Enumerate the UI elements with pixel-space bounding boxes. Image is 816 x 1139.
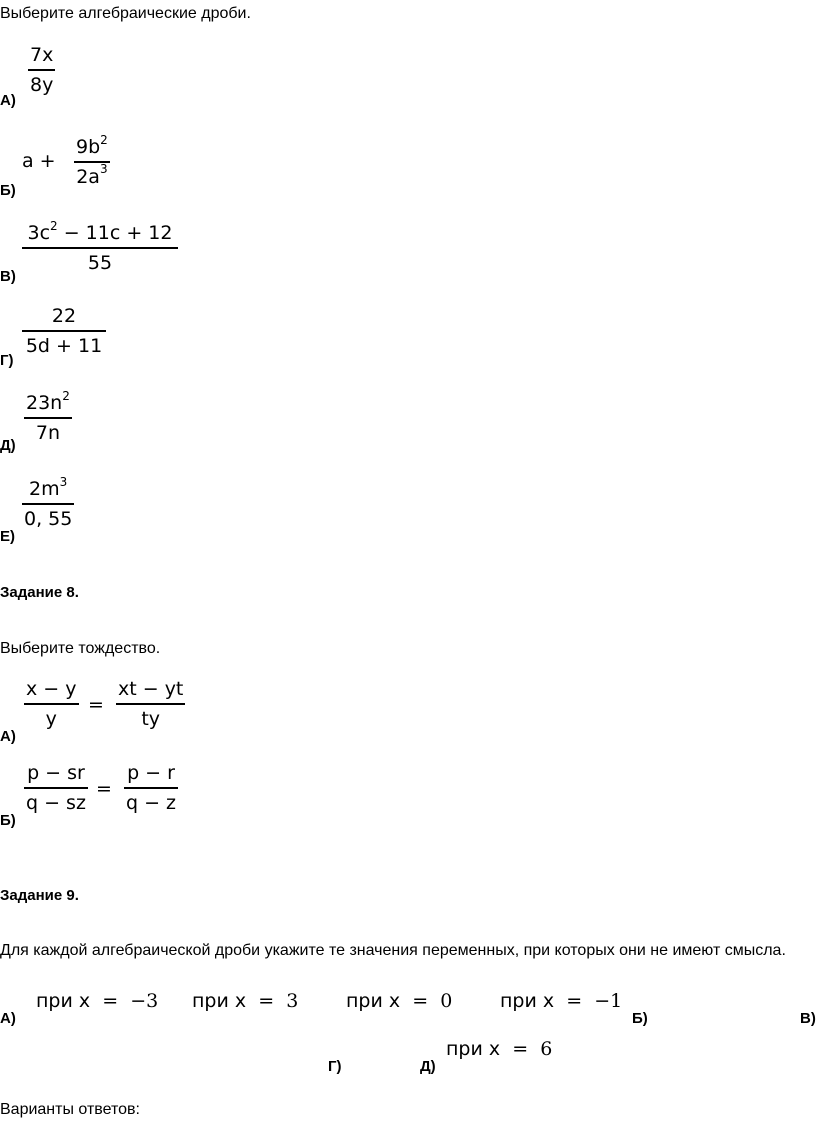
option-label-8b: Б): [0, 812, 16, 829]
expression-prefix-7b: a +: [22, 150, 56, 172]
option-label-7v: В): [0, 268, 16, 285]
task8-heading: Задание 8.: [0, 584, 79, 601]
option-label-8a: А): [0, 728, 16, 745]
task7-prompt: Выберите алгебраические дроби.: [0, 5, 251, 22]
equals-sign-8b: =: [96, 778, 112, 800]
option-label-7g: Г): [0, 352, 14, 369]
condition-3: при x = 0: [346, 990, 453, 1012]
condition-5: при x = 6: [446, 1038, 553, 1060]
condition-2: при x = 3: [192, 990, 299, 1012]
option-label-9g: Г): [328, 1058, 342, 1075]
condition-1: при x = −3: [36, 990, 159, 1012]
task9-prompt: Для каждой алгебраической дроби укажите те значения переменных, при которых они не имеют смысла.: [0, 942, 786, 959]
equals-sign-8a: =: [88, 694, 104, 716]
fraction-7a: 7x 8y: [30, 44, 54, 96]
task8-prompt: Выберите тождество.: [0, 640, 161, 657]
fraction-7g: 22 5d + 11: [22, 305, 106, 357]
option-label-9v: В): [800, 1010, 816, 1027]
fraction-7e: $2m^3$ 0, 55: [24, 474, 73, 530]
option-label-9d: Д): [420, 1058, 436, 1075]
fraction-7d: $23n^2$ 7n: [26, 388, 70, 444]
condition-4: при x = −1: [500, 990, 623, 1012]
option-label-7b: Б): [0, 182, 16, 199]
fraction-7b: $9b^2$ $2a^3$: [76, 132, 108, 188]
option-label-7d: Д): [0, 437, 16, 454]
option-label-9a: А): [0, 1010, 16, 1027]
identity-8a-right: xt − yt ty: [118, 678, 184, 730]
identity-8b-right: p − r q − z: [126, 762, 177, 814]
task9-heading: Задание 9.: [0, 887, 79, 904]
identity-8a-left: x − y y: [26, 678, 77, 730]
answers-heading: Варианты ответов:: [0, 1101, 140, 1118]
option-label-7a: А): [0, 92, 16, 109]
fraction-7v: $3c^2 - 11c + 12$ 55: [22, 222, 178, 274]
option-label-7e: Е): [0, 528, 15, 545]
identity-8b-left: p − sr q − sz: [26, 762, 86, 814]
option-label-9b: Б): [632, 1010, 648, 1027]
